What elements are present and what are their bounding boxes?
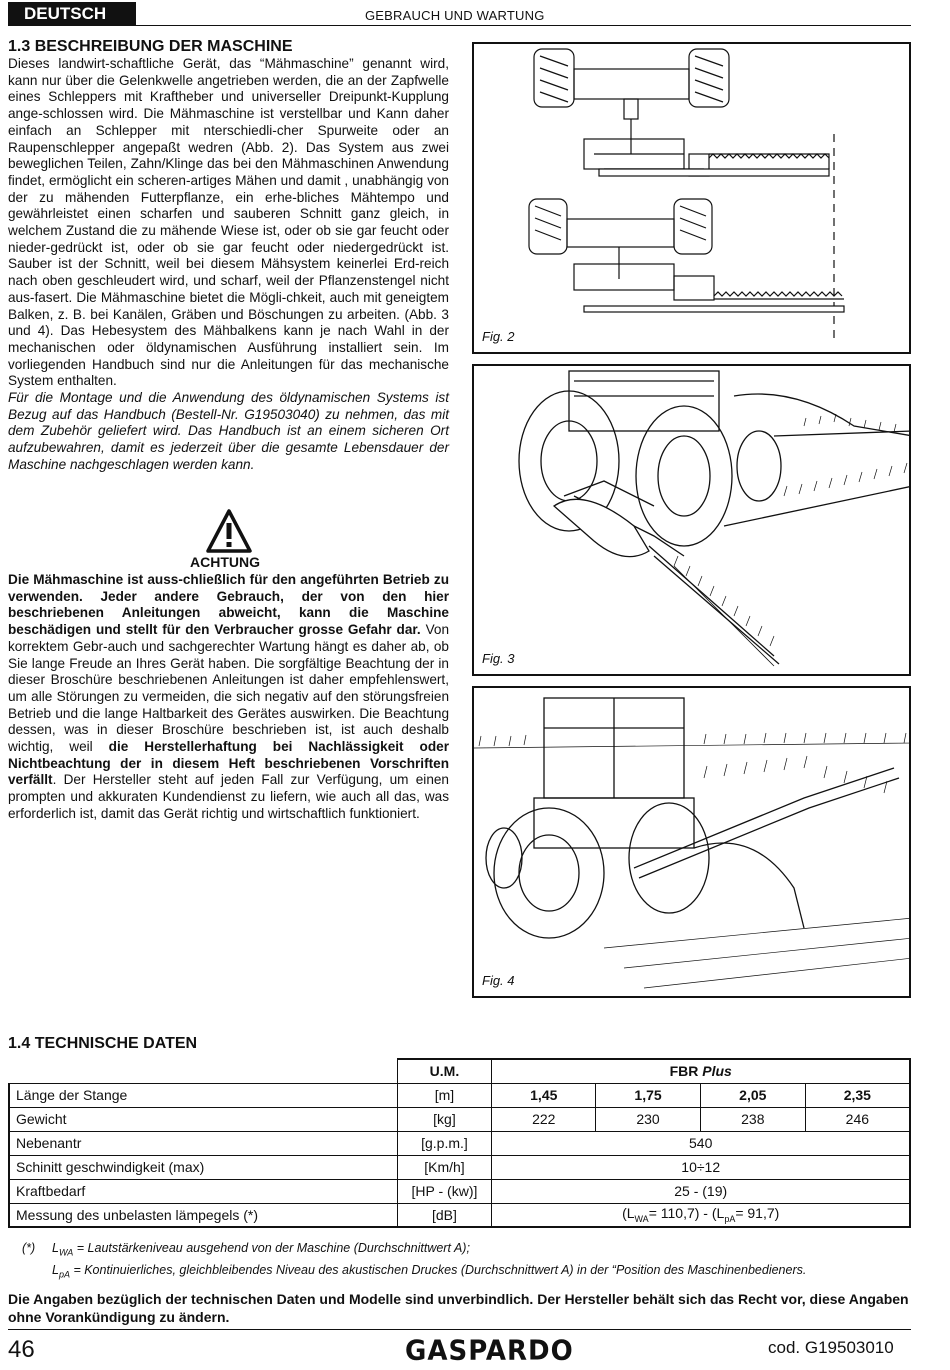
description-text <box>8 56 449 474</box>
figure-4 <box>472 686 911 998</box>
noise-suffix: = 91,7) <box>735 1205 780 1222</box>
note-sub: WA <box>58 1247 74 1258</box>
table-cell: 1,75 <box>596 1083 701 1107</box>
note-sub: pA <box>58 1269 70 1279</box>
table-row-label: Gewicht <box>9 1107 397 1131</box>
table-cell: 540 <box>492 1131 910 1155</box>
warning-bold-intro: Die Mähmaschine ist auss-chließlich für den angeführten Betrieb zu verwenden. Jeder andere Gebrauch, der von den hier beschriebenen Anleitungen abweicht, kann die Maschine beschädigen und stellt für den Verbraucher grosse Gefahr dar. <box>8 572 449 638</box>
figure-4-drawing <box>474 688 911 998</box>
table-cell <box>492 1203 910 1227</box>
table-header-model-suffix: Plus <box>702 1063 732 1080</box>
note-symbol: L <box>52 1241 59 1255</box>
table-row-label: Messung des unbelasten lämpegels (*) <box>9 1203 397 1227</box>
note-symbol: L <box>52 1262 59 1277</box>
table-row-label: Schinitt geschwindigkeit (max) <box>9 1155 397 1179</box>
table-cell: 2,05 <box>700 1083 805 1107</box>
table-header-unit: U.M. <box>397 1059 492 1083</box>
warning-bold-liability: die Herstellerhaftung bei Nachlässigkeit oder Nichtbeachtung der in diesem Heft beschriebenen Vorschriften verfällt <box>8 739 449 788</box>
brand-logo: GASPARDO <box>405 1335 574 1367</box>
description-paragraph: Dieses landwirt-schaftliche Gerät, das “Mähmaschine” genannt wird, kann nur über die Gelenkwelle angetrieben werden, die an der Zapfwelle eines Schleppers mit Kraftheber und universeller Dreipunkt-Kupplung ange-schlossen wird. Die Mähmaschine ist verstellbar und Kann daher einfach an Schlepper mit nterschiedli-cher Spurweite oder an Raupenschlepper angepaßt wedren (Abb. 2). Das System aus zwei beweglichen Teilen, Zahn/Klinge das bei den Mähmaschinen Anwendung findet, ermöglicht ein scheren-artiges Mähen und damit , unabhängig von der zu mähenden Futterpflanze, ein erhe-bliches Mähtempo und gewährleistet einen scharfen und sauberen Schnitt ganz gleich, in welchem Zustand die zu mähende Wiese ist, oder ob sie gar feucht oder nieder-gedrückt ist, oder ob sie gar feucht oder niedergedrückt ist. Sauber ist der Schnitt, weil bei diesem Mähsystem keinerlei Erd-reich nach oben geschleudert wird, und scharf, weil der Pflanzenstengel nicht aus-fasert. Die Mähmaschine bietet die Mögli-chkeit, auch mit geneigtem Balken, z. B. bei Kanälen, Gräben und Böschungen zu arbeiten. (Abb. 3 und 4). Das Hebesystem des Mähbalkens kann je nach Wahl in der mechanischen oder öldynamischen Ausführung installiert sein. Im vorliegenden Handbuch sind nur die Anleitungen für das mechanische System enthalten. <box>8 56 449 389</box>
table-cell: 246 <box>805 1107 910 1131</box>
table-row <box>9 1107 910 1131</box>
document-code: cod. G19503010 <box>768 1338 894 1357</box>
table-cell: 10÷12 <box>492 1155 910 1179</box>
table-row <box>9 1155 910 1179</box>
figure-2-caption: Fig. 2 <box>482 329 515 344</box>
table-row-label: Nebenantr <box>9 1131 397 1155</box>
table-header-model-name: FBR <box>669 1063 699 1080</box>
table-row-unit: [m] <box>397 1083 492 1107</box>
warning-text-part1: Von korrektem Gebr-auch und sachgerechter Wartung hängt es daher ab, ob Sie lange Freude an Ihres Gerät haben. Die sorgfältige Beachtung der in dieser Broschüre beschriebenen Anleitungen ist daher empfehlenswert, um alle Störungen zu vermeiden, die sich negativ auf den störungsfreien Betrieb und die lange Haltbarkeit des Gerätes auswirken. Die Beachtung dessen, was in dieser Broschüre beschrieben ist, ist auch deshalb wichtig, weil <box>8 622 450 755</box>
table-cell: 238 <box>700 1107 805 1131</box>
table-header-model <box>492 1059 910 1083</box>
table-header-blank <box>9 1059 397 1083</box>
noise-prefix: (L <box>622 1205 635 1222</box>
noise-sub-pa: pA <box>724 1214 736 1225</box>
figure-3-drawing <box>474 366 911 676</box>
table-notes <box>22 1240 806 1283</box>
table-cell: 1,45 <box>492 1083 596 1107</box>
section-title-description: 1.3 BESCHREIBUNG DER MASCHINE <box>8 38 293 55</box>
table-row-unit: [g.p.m.] <box>397 1131 492 1155</box>
page-number: 46 <box>8 1336 35 1363</box>
table-row-label: Kraftbedarf <box>9 1179 397 1203</box>
table-row-unit: [Km/h] <box>397 1155 492 1179</box>
table-row <box>9 1203 910 1227</box>
table-row <box>9 1083 910 1107</box>
table-row-unit: [dB] <box>397 1203 492 1227</box>
warning-triangle-icon <box>206 508 252 554</box>
figure-3 <box>472 364 911 676</box>
note-asterisk: (*) <box>22 1241 36 1255</box>
warning-text <box>8 572 449 823</box>
header-title: GEBRAUCH UND WARTUNG <box>365 8 545 23</box>
table-row-unit: [kg] <box>397 1107 492 1131</box>
figure-2-drawing <box>474 44 911 354</box>
table-cell: 2,35 <box>805 1083 910 1107</box>
figure-4-caption: Fig. 4 <box>482 973 515 988</box>
table-row-unit: [HP - (kw)] <box>397 1179 492 1203</box>
table-cell: 222 <box>492 1107 596 1131</box>
language-tag: DEUTSCH <box>8 2 136 26</box>
figure-3-caption: Fig. 3 <box>482 651 515 666</box>
table-cell: 25 - (19) <box>492 1179 910 1203</box>
note-text: = Kontinuierliches, gleichbleibendes Niveau des akustischen Druckes (Durchschnittwert A) in der “Position des Maschinenbedieners. <box>69 1262 807 1277</box>
warning-text-part2: . Der Hersteller steht auf jeden Fall zur Verfügung, um einen prompten und akkuraten Kundendienst zu liefern, wie auch all das, was erforderlich ist, damit das Gerät richtig und wirtschaftlich funktioniert. <box>8 772 449 821</box>
note-line-2 <box>22 1262 806 1284</box>
tech-data-table <box>8 1058 911 1228</box>
table-row-label: Länge der Stange <box>9 1083 397 1107</box>
table-row <box>9 1131 910 1155</box>
note-text: = Lautstärkeniveau ausgehend von der Maschine (Durchschnittwert A); <box>73 1241 470 1255</box>
noise-sub-wa: WA <box>634 1214 649 1225</box>
footer-divider <box>8 1329 911 1330</box>
disclaimer-text: Die Angaben bezüglich der technischen Daten und Modelle sind unverbindlich. Der Hersteller behält sich das Recht vor, diese Angaben ohne Vorankündigung zu ändern. <box>8 1291 909 1325</box>
figure-2 <box>472 42 911 354</box>
warning-title: ACHTUNG <box>190 554 260 570</box>
note-line-1 <box>22 1240 806 1262</box>
description-italic-note: Für die Montage und die Anwendung des öldynamischen Systems ist Bezug auf das Handbuch (Bestell-Nr. G19503040) zu nehmen, das mit dem Zubehör geliefert wird. Das Handbuch ist an einem sicheren Ort aufzubewahren, damit es jederzeit über die gesamte Lebensdauer der Maschine nachgeschlagen werden kann. <box>8 390 449 472</box>
noise-mid: = 110,7) - (L <box>648 1205 725 1222</box>
table-cell: 230 <box>596 1107 701 1131</box>
header-divider <box>8 25 911 26</box>
table-header-row <box>9 1059 910 1083</box>
section-title-tech-data: 1.4 TECHNISCHE DATEN <box>8 1035 198 1052</box>
table-row <box>9 1179 910 1203</box>
